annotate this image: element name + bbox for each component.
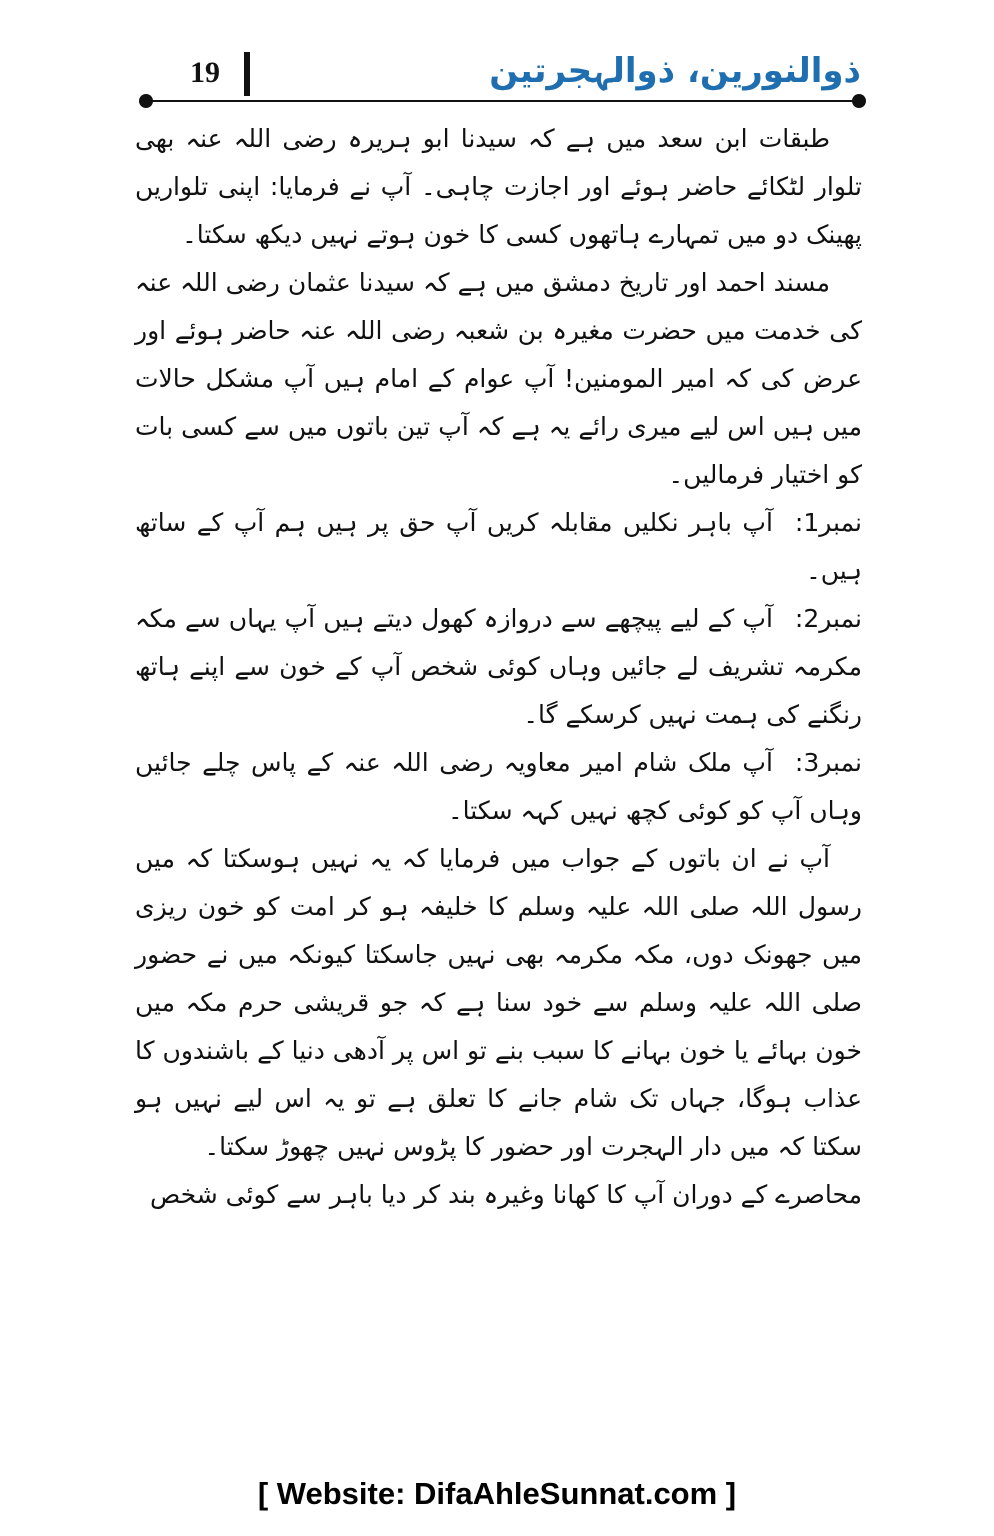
option-item-2 bbox=[135, 595, 862, 739]
header-rule bbox=[145, 100, 865, 102]
option-label-2: نمبر2: bbox=[794, 604, 862, 633]
option-label-3: نمبر3: bbox=[794, 748, 862, 777]
paragraph-reply: آپ نے ان باتوں کے جواب میں فرمایا کہ یہ نہیں ہوسکتا کہ میں رسول اللہ صلی اللہ علیہ وسلم کا خلیفہ ہو کر امت کو خون ریزی میں جھونک دوں، مکہ مکرمہ بھی نہیں جاسکتا کیونکہ میں نے حضور صلی اللہ علیہ وسلم سے خود سنا ہے کہ جو قریشی حرم مکہ میں خون بہائے یا خون بہانے کا سبب بنے تو اس پر آدھی دنیا کے باشندوں کا عذاب ہوگا، جہاں تک شام جانے کا تعلق ہے تو یہ اس لیے نہیں ہو سکتا کہ میں دار الہجرت اور حضور کا پڑوس نہیں چھوڑ سکتا۔ bbox=[135, 844, 862, 1161]
option-text-1: آپ باہر نکلیں مقابلہ کریں آپ حق پر ہیں ہم آپ کے ساتھ ہیں۔ bbox=[135, 508, 862, 585]
paragraph-tabaqat: طبقات ابن سعد میں ہے کہ سیدنا ابو ہریرہ رضی اللہ عنہ بھی تلوار لٹکائے حاضر ہوئے اور اجازت چاہی۔ آپ نے فرمایا: اپنی تلواریں پھینک دو میں تمہارے ہاتھوں کسی کا خون ہوتے نہیں دیکھ سکتا۔ bbox=[135, 124, 862, 249]
header-rule-dot-left bbox=[139, 94, 153, 108]
paragraph-musnad: مسند احمد اور تاریخ دمشق میں ہے کہ سیدنا عثمان رضی اللہ عنہ کی خدمت میں حضرت مغیرہ بن شعبہ رضی اللہ عنہ حاضر ہوئے اور عرض کی کہ امیر المومنین! آپ عوام کے امام ہیں آپ مشکل حالات میں ہیں اس لیے میری رائے یہ ہے کہ آپ تین باتوں میں سے کسی بات کو اختیار فرمالیں۔ bbox=[135, 268, 862, 489]
page-header bbox=[140, 48, 865, 108]
option-text-3: آپ ملک شام امیر معاویہ رضی اللہ عنہ کے پاس چلے جائیں وہاں آپ کو کوئی کچھ نہیں کہہ سکتا۔ bbox=[135, 748, 862, 825]
page-number: 19 bbox=[190, 56, 220, 89]
option-item-3 bbox=[135, 739, 862, 835]
option-label-1: نمبر1: bbox=[794, 508, 862, 537]
page-body bbox=[135, 115, 862, 1219]
option-text-2: آپ کے لیے پیچھے سے دروازہ کھول دیتے ہیں آپ یہاں سے مکہ مکرمہ تشریف لے جائیں وہاں کوئی شخص آپ کے خون سے اپنے ہاتھ رنگنے کی ہمت نہیں کرسکے گا۔ bbox=[135, 604, 862, 729]
website-footer: [ Website: DifaAhleSunnat.com ] bbox=[257, 1476, 737, 1511]
paragraph-siege: محاصرے کے دوران آپ کا کھانا وغیرہ بند کر دیا باہر سے کوئی شخص bbox=[150, 1180, 862, 1209]
page-number-divider bbox=[244, 52, 250, 96]
header-rule-dot-right bbox=[852, 94, 866, 108]
book-title: ذوالنورین، ذوالہجرتین bbox=[489, 51, 861, 91]
option-item-1 bbox=[135, 499, 862, 595]
